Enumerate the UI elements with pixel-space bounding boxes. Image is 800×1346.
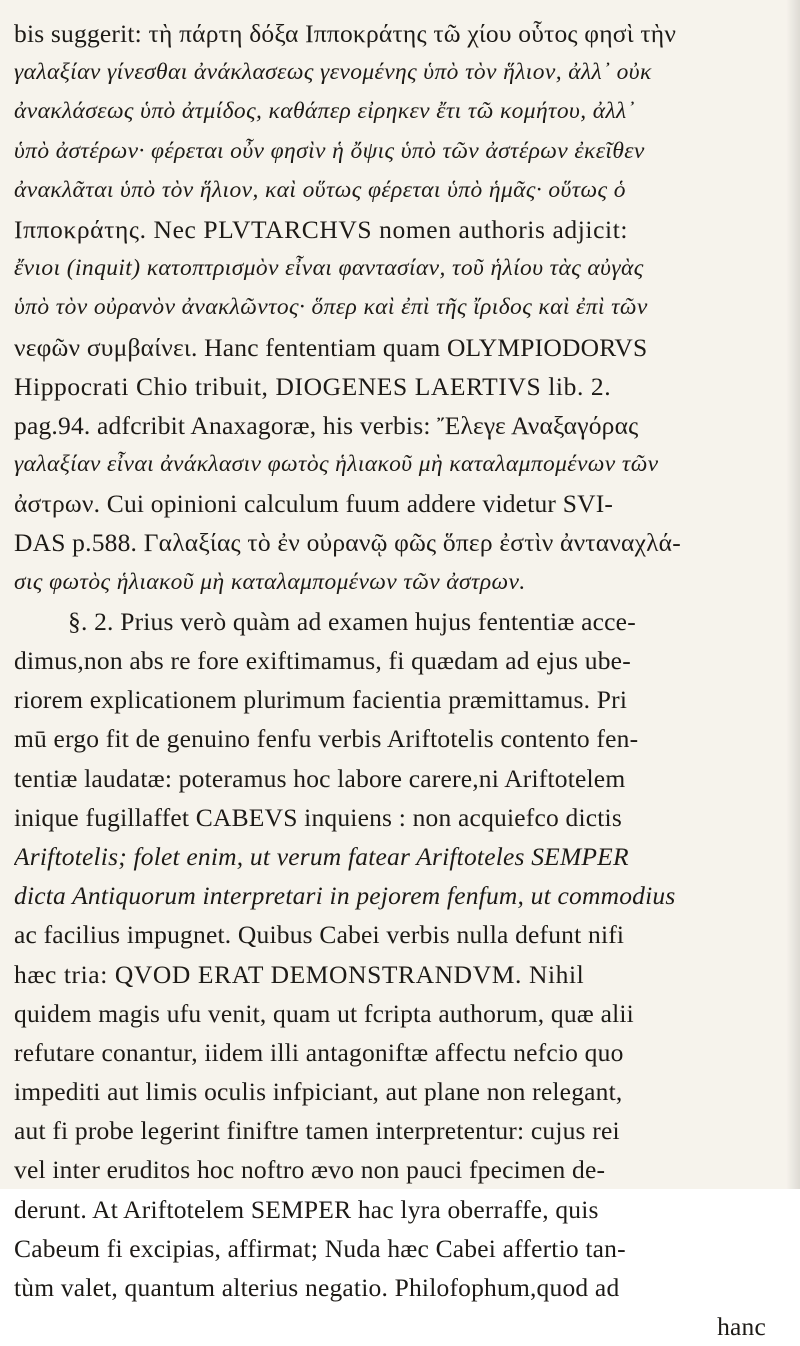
text-line: ἀστρων. Cui opinioni calculum fuum addere videtur SVI- bbox=[14, 489, 614, 519]
text-line: dicta Antiquorum interpretari in pejorem fenfum, ut commodius bbox=[14, 881, 676, 911]
text-line: ac facilius impugnet. Quibus Cabei verbis nulla defunt nifi bbox=[14, 920, 625, 950]
text-line: ὑπὸ τὸν οὐρανὸν ἀνακλῶντος· ὅπερ καὶ ἐπὶ τῆς ἴριδος καὶ ἐπὶ τῶν bbox=[14, 294, 648, 321]
text-line: dimus,non abs re fore exiftimamus, fi quædam ad ejus ube- bbox=[14, 646, 631, 675]
text-line: tùm valet, quantum alterius negatio. Philofophum,quod ad bbox=[14, 1273, 620, 1302]
text-line: Hippocrati Chio tribuit, DIOGENES LAERTIVS lib. 2. bbox=[14, 371, 612, 401]
text-line: Cabeum fi excipias, affirmat; Nuda hæc Cabei affertio tan- bbox=[14, 1233, 626, 1263]
text-line: Ιπποκράτης. Nec PLVTARCHVS nomen authoris adjicit: bbox=[14, 214, 629, 244]
text-line: refutare conantur, iidem illi antagoniftæ affectu nefcio quo bbox=[14, 1037, 624, 1067]
text-line: σις φωτὸς ἡλιακοῦ μὴ καταλαμπομένων τῶν ἀστρων. bbox=[14, 568, 526, 595]
text-line: bis suggerit: τὴ πάρτη δόξα Ιπποκράτης τῶ χίου οὗτος φησὶ τὴν bbox=[14, 19, 677, 48]
text-line: mū ergo fit de genuino fenfu verbis Ariftotelis contento fen- bbox=[14, 724, 639, 754]
text-line: tentiæ laudatæ: poteramus hoc labore carere,ni Ariftotelem bbox=[14, 763, 626, 793]
text-line: riorem explicationem plurimum facientia præmittamus. Pri bbox=[14, 685, 628, 715]
text-line: ὑπὸ ἀστέρων· φέρεται οὖν φησὶν ἡ ὄψις ὑπὸ τῶν ἀστέρων ἐκεῖθεν bbox=[14, 137, 645, 164]
text-line: Ariftotelis; folet enim, ut verum fatear Ariftoteles SEMPER bbox=[14, 841, 629, 871]
catchword: hanc bbox=[717, 1312, 766, 1342]
text-line: vel inter eruditos hoc noftro ævo non pauci fpecimen de- bbox=[14, 1155, 606, 1185]
text-line: ἔνιοι (inquit) κατοπτρισμὸν εἶναι φαντασίαν, τοῦ ἡλίου τὰς αὐγὰς bbox=[14, 255, 644, 282]
text-line: §. 2. Prius verò quàm ad examen hujus fententiæ acce- bbox=[68, 606, 636, 636]
text-line: γαλαξίαν γίνεσθαι ἀνάκλασεως γενομένης ὑπὸ τὸν ἥλιον, ἀλλ᾽ οὐκ bbox=[14, 59, 652, 86]
text-line: aut fi probe legerint finiftre tamen interpretentur: cujus rei bbox=[14, 1116, 620, 1146]
text-line: hæc tria: QVOD ERAT DEMONSTRANDVM. Nihil bbox=[14, 959, 585, 989]
text-line: quidem magis ufu venit, quam ut fcripta authorum, quæ alii bbox=[14, 998, 634, 1028]
text-line: ἀνακλᾶται ὑπὸ τὸν ἥλιον, καὶ οὕτως φέρεται ὑπὸ ἡμᾶς· οὕτως ὁ bbox=[14, 176, 626, 203]
page-edge-shadow bbox=[786, 0, 800, 1189]
text-line: ἀνακλάσεως ὑπὸ ἀτμίδος, καθάπερ εἰρηκεν ἔτι τῶ κομήτου, ἀλλ᾽ bbox=[14, 98, 635, 125]
text-line: inique fugillaffet CABEVS inquiens : non acquiefco dictis bbox=[14, 802, 622, 832]
text-line: impediti aut limis oculis infpiciant, aut plane non relegant, bbox=[14, 1077, 623, 1107]
text-line: derunt. At Ariftotelem SEMPER hac lyra oberraffe, quis bbox=[14, 1194, 599, 1224]
text-line: γαλαξίαν εἶναι ἀνάκλασιν φωτὸς ἡλιακοῦ μὴ καταλαμπομένων τῶν bbox=[14, 451, 659, 478]
text-line: DAS p.588. Γαλαξίας τὸ ἐν οὐρανῷ φῶς ὅπερ ἐστὶν ἀνταναχλά- bbox=[14, 528, 681, 558]
page-text bbox=[14, 14, 784, 1346]
text-line: pag.94. adfcribit Anaxagoræ, his verbis: Ἔλεγε Αναξαγόρας bbox=[14, 410, 639, 440]
text-line: νεφῶν συμβαίνει. Hanc fententiam quam OLYMPIODORVS bbox=[14, 332, 648, 362]
